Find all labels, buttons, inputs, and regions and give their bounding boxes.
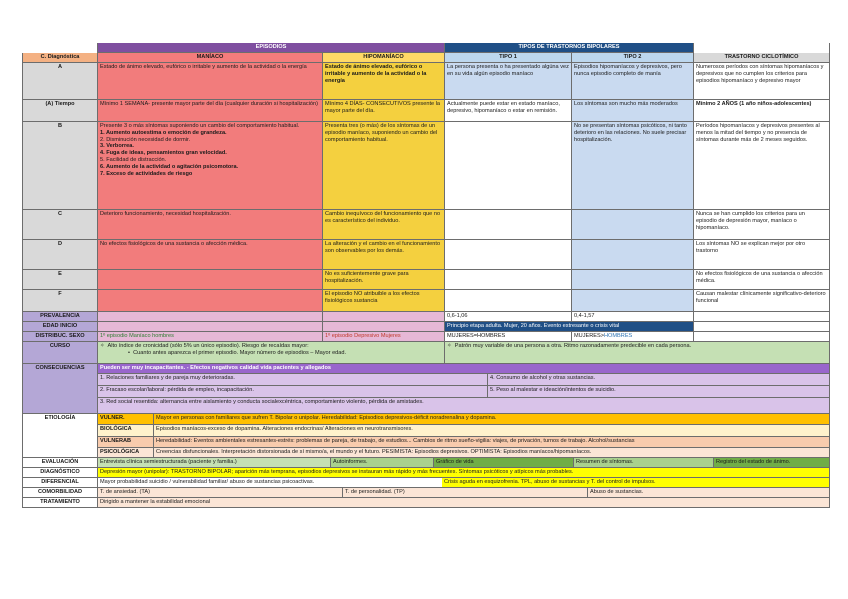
d-hipomaniaco: La alteración y el cambio en el funcionamiento son observables por los demás. [323,240,445,270]
b-maniaco-item: 2. Disminución necesidad de dormir. [100,136,191,143]
prevalencia-hipomaniaco [323,312,445,322]
corner-blank [22,43,98,53]
evaluacion-block [98,458,830,468]
b-tipo2: No se presentan síntomas psicóticos, ni tanto deterioro en las relaciones. No suele precisar hospitalización. [572,122,694,210]
edad-tipos: Principio etapa adulta. Mujer, 20 años. Evento estresante o crisis vital [445,322,694,332]
b-maniaco-list [100,130,320,178]
d-maniaco: No efectos fisiológicos de una sustancia o afección médica. [98,240,323,270]
b-maniaco-item: 1. Aumento autoestima o emoción de grandeza. [100,129,227,136]
diferencial-block [98,478,830,488]
tiempo-maniaco: Mínimo 1 SEMANA- presente mayor parte del día (cualquier duración si hospitalización) [98,100,323,122]
etiologia-key-2: BIOLÓGICA [98,425,154,435]
evaluacion-item-3: Gráfico de vida [434,458,574,467]
row-label-curso: CURSO [22,342,98,364]
c-tipo2 [572,210,694,240]
d-tipo2 [572,240,694,270]
row-label-tratamiento: TRATAMIENTO [22,498,98,508]
e-maniaco [98,270,323,290]
b-tipo1 [445,122,572,210]
prevalencia-maniaco [98,312,323,322]
e-ciclotimico: No efectos fisiológicos de una sustancia o afección médica. [694,270,830,290]
distribuc-tipo1: MUJERES=HOMBRES [445,332,572,342]
tipos-header: TIPOS DE TRASTORNOS BIPOLARES [445,43,694,53]
f-maniaco [98,290,323,312]
etiologia-key-1: VULNER. [98,414,154,424]
consecuencia-4: 4. Consumo de alcohol y otras sustancias. [488,374,829,385]
f-ciclotimico: Causan malestar clínicamente significativo-deterioro funcional [694,290,830,312]
b-maniaco-item: 3. Verborrea. [100,143,134,150]
curso-right: ✧ Patrón muy variable de una persona a otra. Ritmo razonadamente predecible en cada persona. [445,342,830,364]
tiempo-tipo1: Actualmente puede estar en estado maníaco, depresivo, hipomaníaco o estar en remisión. [445,100,572,122]
consecuencia-1: 1. Relaciones familiares y de pareja muy deterioradas. [98,374,488,385]
row-label-c: C [22,210,98,240]
comorbilidad-block [98,488,830,498]
etiologia-text-1: Mayor en personas con familiares que sufren T. Bipolar o unipolar. Heredabilidad: Episodios depresivos-déficit noradrenalina y dopamina. [156,415,497,421]
a-ciclotimico: Numerosos períodos con síntomas hipomaníacos y depresivos que no cumplen los criterios para episodios hipomaníaco y depresivo mayor [694,63,830,100]
prevalencia-tipo1: 0,6-1,06 [445,312,572,322]
c-hipomaniaco: Cambio inequívoco del funcionamiento que no es característico del individuo. [323,210,445,240]
a-tipo1: La persona presenta o ha presentado algúna vez en su vida algún episodio maníaco [445,63,572,100]
tipo2-header: TIPO 2 [572,53,694,63]
consecuencias-headline: Pueden ser muy incapacitantes. - Efectos negativos calidad vida pacientes y allegados [98,364,829,374]
row-label-f: F [22,290,98,312]
maniaco-header: MANÍACO [98,53,323,63]
etiologia-block [98,414,830,458]
f-tipo2 [572,290,694,312]
distribuc-hipomaniaco: 1º episodio Depresivo Mujeres [323,332,445,342]
row-label-e: E [22,270,98,290]
etiologia-row-3 [98,437,829,448]
row-label-d: D [22,240,98,270]
row-label-etiologia: ETIOLOGÍA [22,414,98,458]
consecuencia-3: 3. Red social resentida: alternancia entre aislamiento y conducta socialexcéntrica, comportamiento violento, pérdida de amistades. [98,398,829,413]
comorbilidad-item-3: Abuso de sustancias. [590,489,644,495]
row-label-evaluacion: EVALUACIÓN [22,458,98,468]
row-label-b: B [22,122,98,210]
consecuencias-block [98,364,830,414]
etiologia-row-1 [98,414,829,425]
tiempo-ciclotimico: Mínimo 2 AÑOS (1 año niños-adolescentes) [694,100,830,122]
e-tipo2 [572,270,694,290]
b-maniaco-item: 5. Facilidad de distracción. [100,157,167,164]
etiologia-text-3: Heredabilidad: Eventos ambientales estresantes-estrés: problemas de pareja, de trabajo, de estudios... Cambios de ritmo sueño-vigilia: viajes, de privación, turnos de trabajo. Alcohol/sustancias [156,437,635,444]
b-maniaco-intro: Presente 3 o más síntomas suponiendo un cambio del comportamiento habitual. [100,123,300,129]
f-tipo1 [445,290,572,312]
evaluacion-item-2: Autoinformes. [331,458,434,467]
curso-left [98,342,445,364]
header-blank [694,43,830,53]
curso-item-1: ✧ Alto índice de cronicidad (sólo 5% un único episodio). Riesgo de recaídas mayor: [100,343,309,349]
evaluacion-item-5: Registro del estado de ánimo. [714,458,829,467]
evaluacion-item-1: Entrevista clínica semiestructurada (paciente y familia.) [98,458,331,467]
e-hipomaniaco: No es suficientemente grave para hospitalización. [323,270,445,290]
row-label-diagnostico: DIAGNÓSTICO [22,468,98,478]
consecuencia-5: 5. Peso al malestar e ideación/intentos de suicidio. [488,386,829,397]
prevalencia-ciclotimico [694,312,830,322]
tiempo-tipo2: Los síntomas son mucho más moderados [572,100,694,122]
b-ciclotimico: Períodos hipomaníacos y depresivos presentes al menos la mitad del tiempo y no presencia de síntomas durante más de 2 meses seguidos. [694,122,830,210]
evaluacion-item-4: Resumen de síntomas. [574,458,714,467]
prevalencia-tipo2: 0,4-1,57 [572,312,694,322]
distribuc-tipo2-prefix: MUJERES> [574,333,604,339]
tiempo-hipomaniaco: Mínimo 4 DÍAS- CONSECUTIVOS presente la mayor parte del día. [323,100,445,122]
diagnostico-text: Depresión mayor (unipolar): TRASTORNO BIPOLAR; aparición más temprana, episodios depresivos se instauran más rápido y más frecuentes. Síntomas psicóticos y atípicos más probables. [98,468,830,478]
diferencial-right: Crisis aguda en esquizofrenia. TPL, abuso de sustancias y T. del control de impulsos. [442,478,829,487]
e-tipo1 [445,270,572,290]
edad-ciclotimico [694,322,830,332]
ciclotimico-header: TRASTORNO CICLOTÍMICO [694,53,830,63]
row-label-edad: EDAD INICIO [22,322,98,332]
clinical-summary-table [22,43,830,508]
row-label-diferencial: DIFERENCIAL [22,478,98,488]
distribuc-tipo2 [572,332,694,342]
consecuencia-2: 2. Fracaso escolar/laboral: pérdida de empleo, incapacitación. [98,386,488,397]
row-label-consecuencias: CONSECUENCIAS [22,364,98,414]
a-hipomaniaco: Estado de ánimo elevado, eufórico o irritable y aumento de la actividad o la energía [323,63,445,100]
b-maniaco-item: 4. Fuga de ideas, pensamientos gran velocidad. [100,150,227,157]
a-maniaco: Estado de ánimo elevado, eufórico o irritable y aumento de la actividad o la energía [98,63,323,100]
row-label-tiempo: (A) Tiempo [22,100,98,122]
a-tipo2: Episodios hipomaníacos y depresivos, pero nunca episodio completo de manía [572,63,694,100]
row-label-comorbilidad: COMORBILIDAD [22,488,98,498]
c-maniaco: Deterioro funcionamiento, necesidad hospitalización. [98,210,323,240]
distribuc-maniaco: 1º episodio Maníaco hombres [98,332,323,342]
row-label-prevalencia: PREVALENCIA [22,312,98,322]
d-ciclotimico: Los síntomas NO se explican mejor por otro trastorno [694,240,830,270]
row-label-a: A [22,63,98,100]
c-ciclotimico: Nunca se han cumplido los criterios para un episodio de depresión mayor, maníaco o hipomaníaco. [694,210,830,240]
etiologia-row-2 [98,425,829,436]
tratamiento-text: Dirigido a mantener la estabilidad emocional [98,498,830,508]
c-diagnostica-label: C. Diagnóstica [22,53,98,63]
diferencial-left: Mayor probabilidad suicidio / vulnerabilidad familiar/ abuso de sustancias psicoactivas. [98,478,442,487]
edad-hipomaniaco [323,322,445,332]
row-label-distribuc: DISTRIBUC. SEXO [22,332,98,342]
c-tipo1 [445,210,572,240]
etiologia-row-4 [98,448,829,457]
d-tipo1 [445,240,572,270]
episodios-header: EPISODIOS [98,43,445,53]
edad-maniaco [98,322,323,332]
b-maniaco [98,122,323,210]
distribuc-tipo2-highlight: HOMBRES [604,333,633,339]
tipo1-header: TIPO 1 [445,53,572,63]
comorbilidad-item-2: T. de personalidad. (TP) [343,488,588,497]
b-maniaco-item: 7. Exceso de actividades de riesgo [100,170,193,177]
b-hipomaniaco: Presenta tres (o más) de los síntomas de un episodio maníaco, suponiendo un cambio del comportamiento habitual. [323,122,445,210]
hipomaniaco-header: HIPOMANÍACO [323,53,445,63]
etiologia-key-3: VULNERAB [98,437,154,447]
etiologia-text-2: Episodios maníacos-exceso de dopamina. Alteraciones endocrinas/ Alteraciones en neurotransmisores. [156,426,413,433]
etiologia-key-4: PSICOLÓGICA [98,448,154,457]
comorbilidad-item-1: T. de ansiedad. (TA) [98,488,343,497]
f-hipomaniaco: El episodio NO atribuible a los efectos fisiológicos sustancia [323,290,445,312]
distribuc-ciclotimico [694,332,830,342]
etiologia-text-4: Creencias disfuncionales. Interpretación distorsionada de sí mismo/a, el mundo y el futuro. PESIMISTA: Episodios depresivos. OPTIMISTA: Episodios maníacos/hipomaníacos. [156,449,592,456]
b-maniaco-item: 6. Aumento de la actividad o agitación psicomotora. [100,163,239,170]
curso-item-2: • Cuanto antes aparezca el primer episodio. Mayor número de episodios – Mayor edad. [128,349,347,356]
